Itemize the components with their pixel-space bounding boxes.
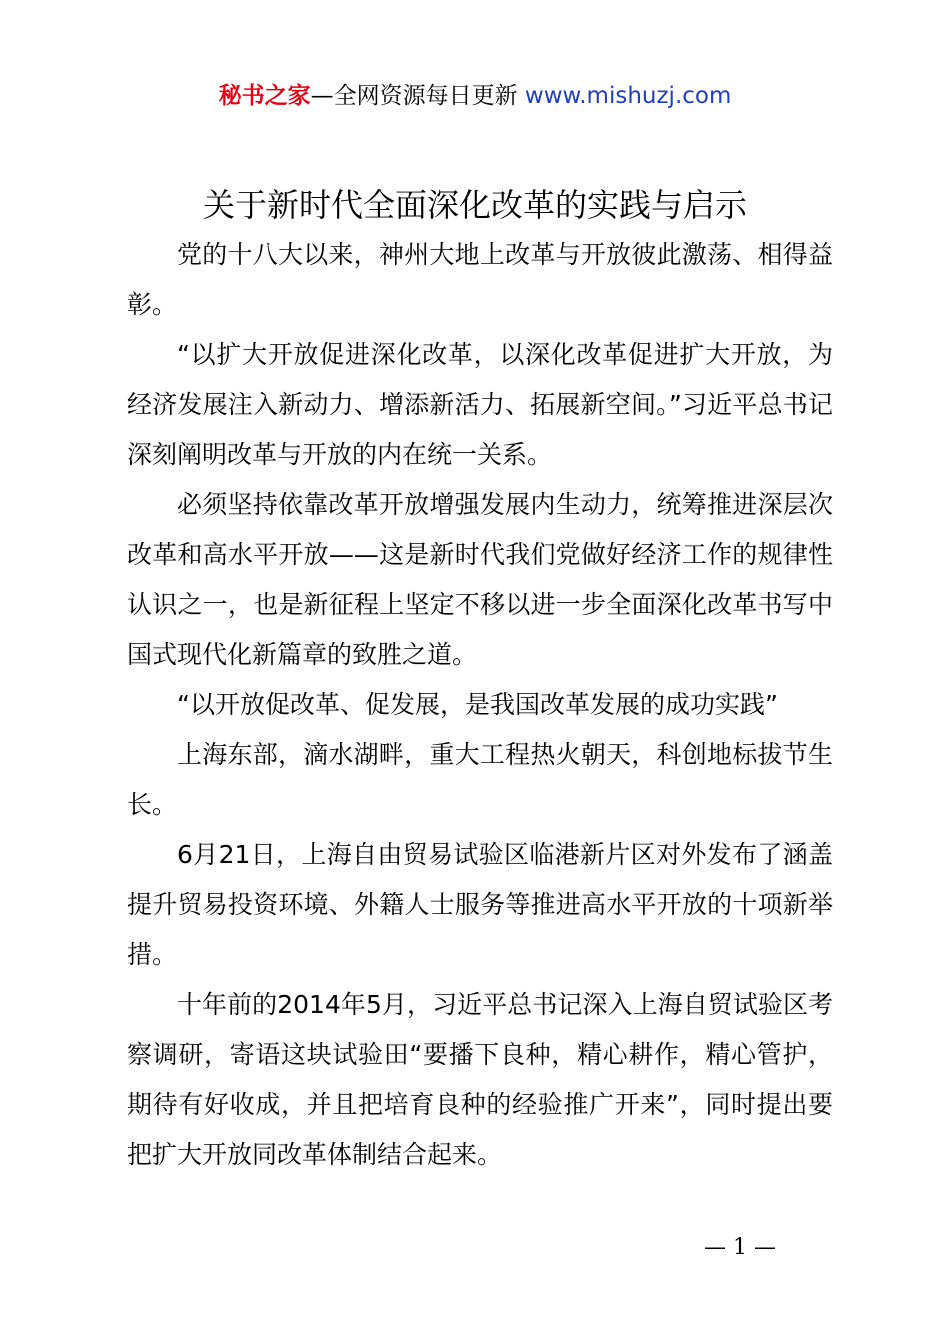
- paragraph: 必须坚持依靠改革开放增强发展内生动力，统筹推进深层次改革和高水平开放——这是新时代我们党做好经济工作的规律性认识之一，也是新征程上坚定不移以进一步全面深化改革书写中国式现代化新篇章的致胜之道。: [127, 490, 833, 669]
- document-body: [127, 230, 833, 1180]
- site-brand: 秘书之家: [218, 83, 311, 109]
- site-header: [0, 80, 950, 112]
- paragraph: 上海东部，滴水湖畔，重大工程热火朝天，科创地标拔节生长。: [127, 740, 833, 819]
- paragraph: 十年前的2014年5月，习近平总书记深入上海自贸试验区考察调研，寄语这块试验田“要播下良种，精心耕作，精心管护，期待有好收成，并且把培育良种的经验推广开来”，同时提出要把扩大开放同改革体制结合起来。: [127, 990, 833, 1169]
- document-title: 关于新时代全面深化改革的实践与启示: [202, 186, 747, 224]
- page-number: — 1 —: [704, 1235, 776, 1260]
- paragraph: “以开放促改革、促发展，是我国改革发展的成功实践”: [177, 690, 778, 719]
- site-url: www.mishuzj.com: [524, 83, 732, 109]
- paragraph: 党的十八大以来，神州大地上改革与开放彼此激荡、相得益彰。: [127, 240, 833, 319]
- site-slogan: —全网资源每日更新: [310, 83, 518, 109]
- paragraph: “以扩大开放促进深化改革，以深化改革促进扩大开放，为经济发展注入新动力、增添新活力、拓展新空间。”习近平总书记深刻阐明改革与开放的内在统一关系。: [127, 340, 833, 469]
- paragraph: 6月21日，上海自由贸易试验区临港新片区对外发布了涵盖提升贸易投资环境、外籍人士服务等推进高水平开放的十项新举措。: [127, 840, 833, 969]
